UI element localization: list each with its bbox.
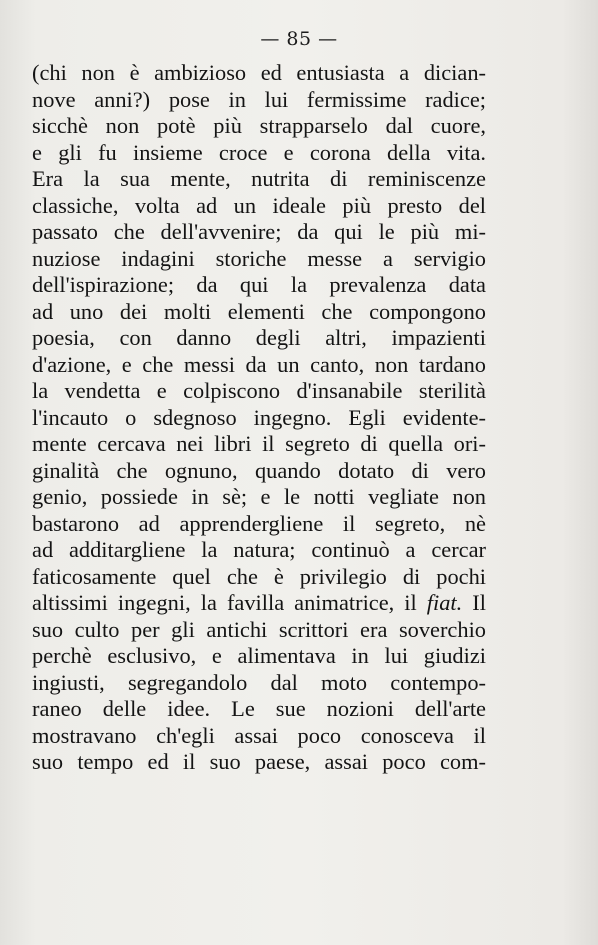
body-text xyxy=(32,60,486,776)
text-line: Era la sua mente, nutrita di reminiscenze xyxy=(32,166,486,191)
page-number: — 85 — xyxy=(260,28,338,50)
text-line: genio, possiede in sè; e le notti vegliate non xyxy=(32,484,486,509)
text-line: mostravano ch'egli assai poco conosceva il xyxy=(32,722,486,748)
text-line: passato che dell'avvenire; da qui le più mi- xyxy=(32,219,486,244)
text-line: sicchè non potè più strapparselo dal cuore, xyxy=(32,113,486,138)
text-line: e gli fu insieme croce e corona della vita. xyxy=(32,139,486,165)
text-line: ad additargliene la natura; continuò a cercar xyxy=(32,537,486,562)
text-line: nuziose indagini storiche messe a servigio xyxy=(32,245,486,271)
italic-word: fiat. xyxy=(426,590,463,615)
text-line: perchè esclusivo, e alimentava in lui giudizi xyxy=(32,643,486,668)
text-line: la vendetta e colpiscono d'insanabile sterilità xyxy=(32,378,486,403)
text-line: (chi non è ambizioso ed entusiasta a dician- xyxy=(32,60,486,85)
text-line: suo tempo ed il suo paese, assai poco com- xyxy=(32,749,486,774)
text-line: classiche, volta ad un ideale più presto del xyxy=(32,192,486,218)
text-line: suo culto per gli antichi scrittori era soverchio xyxy=(32,616,486,642)
text-line: nove anni?) pose in lui fermissime radice; xyxy=(32,86,486,112)
text-line: ingiusti, segregandolo dal moto contempo- xyxy=(32,669,486,695)
text-line: l'incauto o sdegnoso ingegno. Egli evidente- xyxy=(32,404,486,430)
text-line: ad uno dei molti elementi che compongono xyxy=(32,298,486,324)
text-line: mente cercava nei libri il segreto di quella ori- xyxy=(32,431,486,456)
text-segment: altissimi ingegni, la favilla animatrice, il xyxy=(32,590,427,615)
text-line: dell'ispirazione; da qui la prevalenza data xyxy=(32,272,486,297)
text-segment: Il xyxy=(462,590,486,615)
text-line: poesia, con danno degli altri, impazienti xyxy=(32,325,486,350)
text-line: d'azione, e che messi da un canto, non tardano xyxy=(32,351,486,377)
text-line: ginalità che ognuno, quando dotato di vero xyxy=(32,457,486,483)
text-line: faticosamente quel che è privilegio di pochi xyxy=(32,563,486,589)
text-line: raneo delle idee. Le sue nozioni dell'arte xyxy=(32,696,486,721)
text-line: bastarono ad apprendergliene il segreto, nè xyxy=(32,510,486,536)
text-line-with-italic xyxy=(32,590,486,617)
